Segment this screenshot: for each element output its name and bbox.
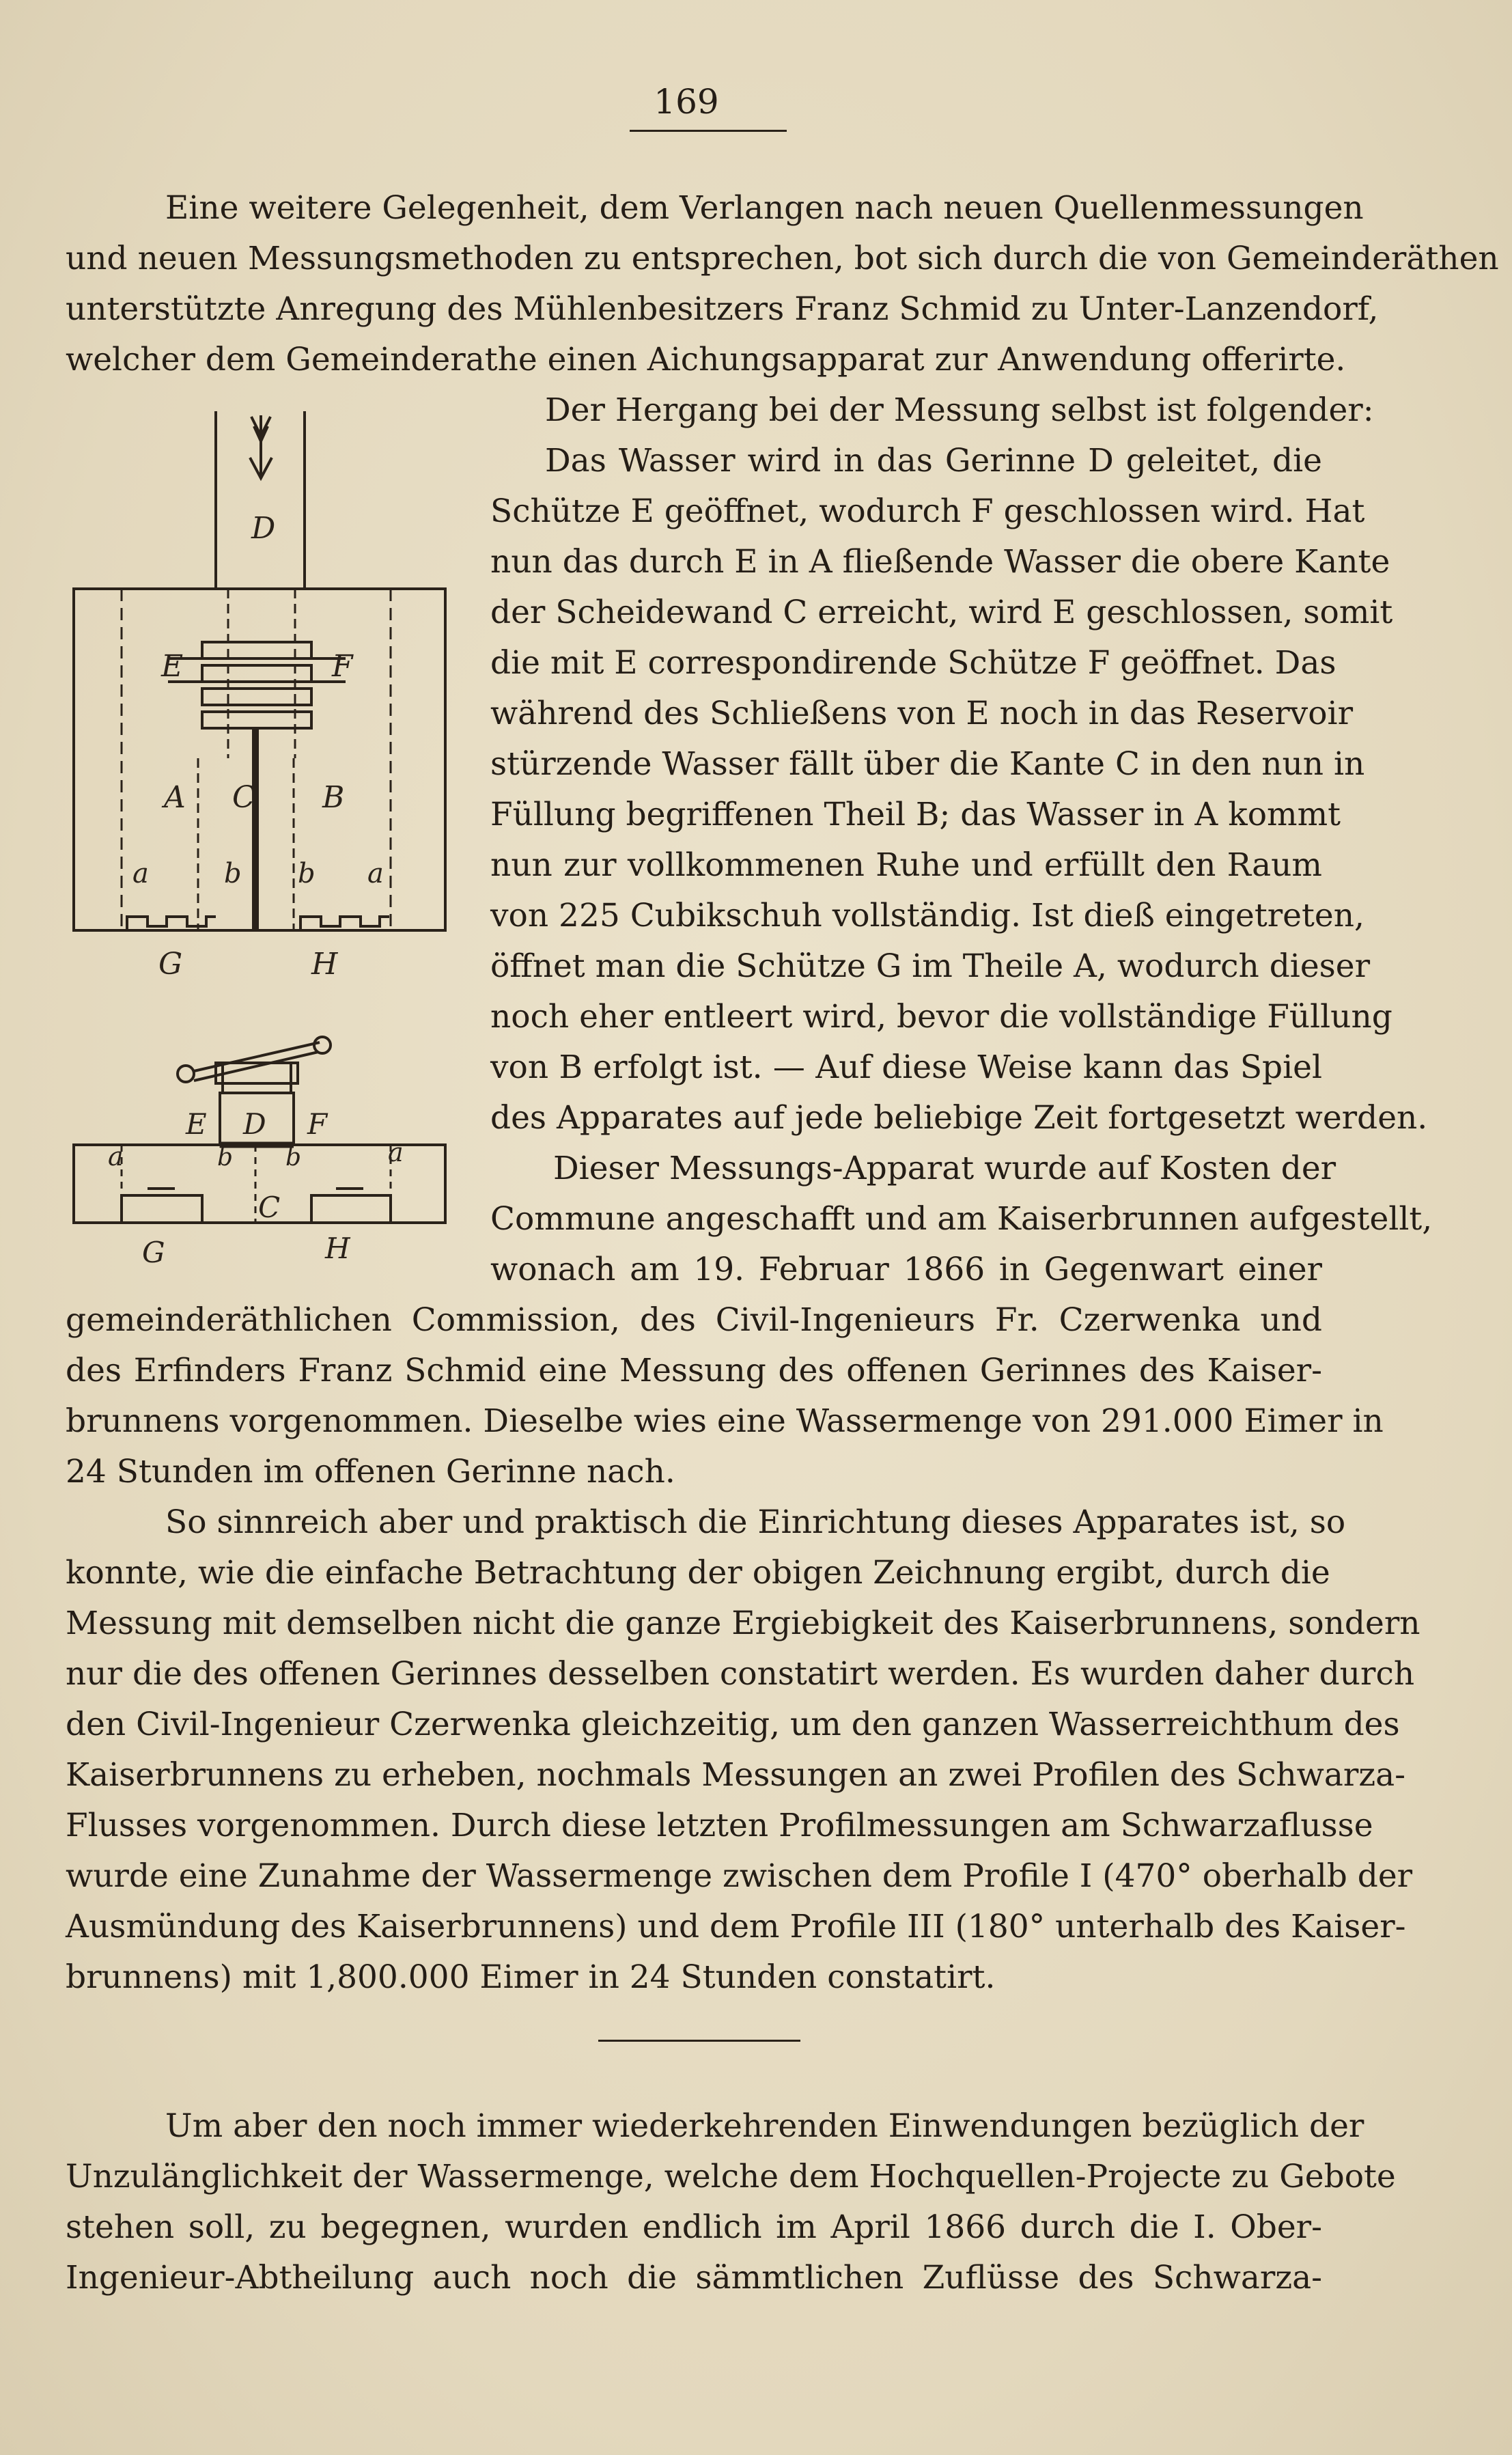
text-line: die mit E correspondirende Schütze F geöffnet. Das: [490, 644, 1336, 682]
label-b-small: b: [298, 858, 316, 889]
label-a: A: [164, 780, 186, 815]
text-line: Ausmündung des Kaiserbrunnens) und dem Profile III (180° unterhalb des Kaiser-: [66, 1908, 1406, 1945]
apparatus-elevation-figure: [66, 403, 462, 997]
text-line: des Erfinders Franz Schmid eine Messung des offenen Gerinnes des Kaiser-: [66, 1352, 1322, 1389]
text-line: der Scheidewand C erreicht, wird E geschlossen, somit: [490, 594, 1393, 631]
text-line: Dieser Messungs-Apparat wurde auf Kosten der: [553, 1150, 1336, 1187]
text-line: gemeinderäthlichen Commission, des Civil-Ingenieurs Fr. Czerwenka und: [66, 1301, 1322, 1339]
outlet-g: [127, 917, 216, 930]
paragraph-1: [66, 183, 1499, 385]
label-e: E: [161, 649, 184, 684]
text-line: Um aber den noch immer wiederkehrenden Einwendungen bezüglich der: [165, 2107, 1364, 2145]
label-b-small: b: [217, 1143, 234, 1171]
text-line: So sinnreich aber und praktisch die Einrichtung dieses Apparates ist, so: [165, 1503, 1346, 1541]
label-b-small: b: [224, 858, 242, 889]
text-line: Das Wasser wird in das Gerinne D geleitet, die: [545, 442, 1322, 480]
text-line: Füllung begriffenen Theil B; das Wasser in A kommt: [490, 796, 1341, 833]
text-line: stürzende Wasser fällt über die Kante C in den nun in: [490, 745, 1365, 783]
label-b: B: [322, 780, 345, 815]
text-line: Kaiserbrunnens zu erheben, nochmals Messungen an zwei Profilen des Schwarza-: [66, 1756, 1406, 1794]
label-h: H: [325, 1232, 350, 1265]
text-line: noch eher entleert wird, bevor die vollständige Füllung: [490, 998, 1392, 1036]
gate-assembly: [168, 642, 346, 728]
text-line: wurde eine Zunahme der Wassermenge zwischen dem Profile I (470° oberhalb der: [66, 1857, 1413, 1895]
text-line: nun zur vollkommenen Ruhe und erfüllt den Raum: [490, 846, 1322, 884]
label-a-small: a: [132, 858, 149, 889]
text-line: unterstützte Anregung des Mühlenbesitzers Franz Schmid zu Unter-Lanzendorf,: [66, 290, 1379, 328]
text-line: Schütze E geöffnet, wodurch F geschlossen wird. Hat: [490, 493, 1365, 530]
text-line: Ingenieur-Abtheilung auch noch die sämmtlichen Zuflüsse des Schwarza-: [66, 2259, 1322, 2297]
label-g: G: [158, 947, 183, 982]
label-c: C: [258, 1191, 281, 1224]
text-line: brunnens) mit 1,800.000 Eimer in 24 Stunden constatirt.: [66, 1958, 996, 1996]
label-d: D: [251, 511, 276, 546]
paragraph-2: [490, 385, 1428, 1143]
text-line: stehen soll, zu begegnen, wurden endlich im April 1866 durch die I. Ober-: [66, 2208, 1322, 2246]
page-number: 169: [654, 82, 719, 122]
label-d: D: [243, 1107, 266, 1141]
outlet-g-plan: [122, 1195, 202, 1223]
label-b-small: b: [285, 1143, 302, 1171]
text-line: nur die des offenen Gerinnes desselben constatirt werden. Es wurden daher durch: [66, 1655, 1415, 1693]
label-h: H: [311, 947, 338, 982]
label-e: E: [186, 1107, 207, 1141]
text-line: welcher dem Gemeinderathe einen Aichungsapparat zur Anwendung offerirte.: [66, 341, 1346, 378]
outlet-h: [300, 917, 389, 930]
text-line: Commune angeschafft und am Kaiserbrunnen aufgestellt,: [490, 1200, 1433, 1238]
text-line: während des Schließens von E noch in das Reservoir: [490, 695, 1354, 732]
text-line: wonach am 19. Februar 1866 in Gegenwart einer: [490, 1251, 1322, 1288]
text-line: den Civil-Ingenieur Czerwenka gleichzeitig, um den ganzen Wasserreichthum des: [66, 1706, 1400, 1743]
label-f: F: [332, 649, 353, 684]
label-a-small: a: [367, 858, 384, 889]
text-line: Der Hergang bei der Messung selbst ist folgender:: [545, 391, 1374, 429]
text-line: Unzulänglichkeit der Wassermenge, welche dem Hochquellen-Projecte zu Gebote: [66, 2158, 1396, 2195]
label-a-small: a: [388, 1137, 404, 1167]
text-line: und neuen Messungsmethoden zu entsprechen, bot sich durch die von Gemeinderäthen: [66, 240, 1499, 277]
outlet-h-plan: [311, 1195, 391, 1223]
text-line: 24 Stunden im offenen Gerinne nach.: [66, 1453, 675, 1490]
label-f: F: [307, 1107, 328, 1141]
text-line: Eine weitere Gelegenheit, dem Verlangen nach neuen Quellenmessungen: [165, 189, 1364, 227]
text-line: des Apparates auf jede beliebige Zeit fortgesetzt werden.: [490, 1099, 1428, 1137]
flow-arrow-icon: [250, 415, 272, 478]
label-c: C: [232, 780, 255, 815]
text-line: öffnet man die Schütze G im Theile A, wodurch dieser: [490, 947, 1371, 985]
text-line: konnte, wie die einfache Betrachtung der obigen Zeichnung ergibt, durch die: [66, 1554, 1330, 1592]
text-line: brunnens vorgenommen. Dieselbe wies eine Wassermenge von 291.000 Eimer in: [66, 1402, 1384, 1440]
text-line: Messung mit demselben nicht die ganze Ergiebigkeit des Kaiserbrunnens, sondern: [66, 1605, 1420, 1642]
text-line: von B erfolgt ist. — Auf diese Weise kann das Spiel: [490, 1049, 1322, 1086]
text-line: von 225 Cubikschuh vollständig. Ist dieß eingetreten,: [490, 897, 1364, 934]
paragraph-5: [66, 2101, 1396, 2303]
text-line: nun das durch E in A fließende Wasser die obere Kante: [490, 543, 1390, 581]
tank-outline: [74, 589, 445, 930]
paragraph-3-full: [66, 1295, 1384, 1497]
lever-mechanism: [178, 1037, 331, 1093]
section-divider: [598, 2040, 800, 2042]
header-rule: [630, 130, 787, 132]
apparatus-plan-figure: [66, 1025, 462, 1284]
paragraph-4: [66, 1497, 1420, 2003]
paragraph-3-narrow: [490, 1143, 1433, 1295]
label-g: G: [142, 1236, 165, 1269]
label-a-small: a: [108, 1141, 124, 1171]
text-line: Flusses vorgenommen. Durch diese letzten Profilmessungen am Schwarzaflusse: [66, 1807, 1373, 1844]
